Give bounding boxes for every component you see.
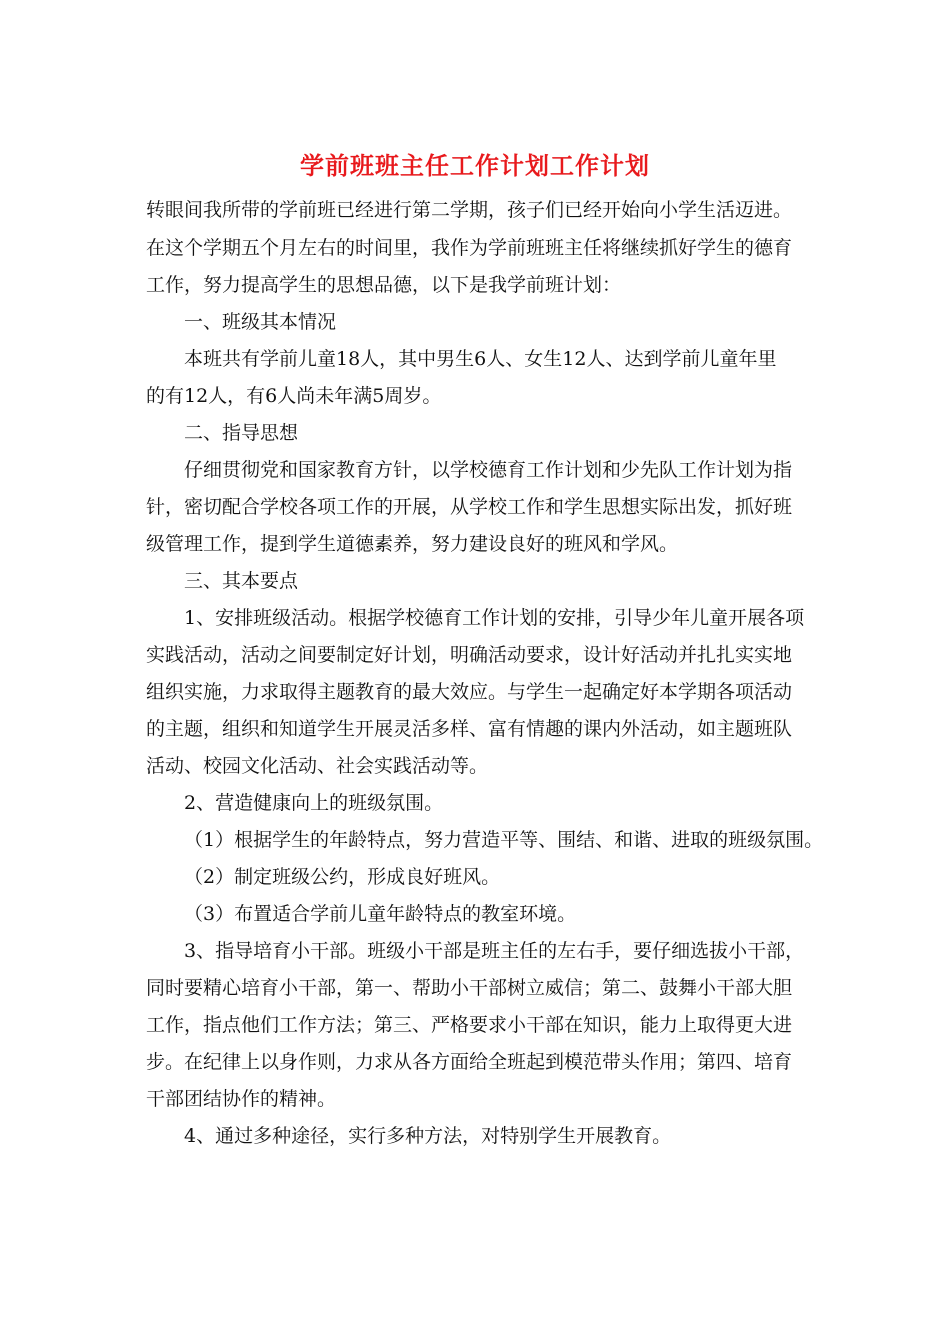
paragraph-line: 的主题，组织和知道学生开展灵活多样、富有情趣的课内外活动，如主题班队 [146,718,793,740]
paragraph-line: 步。在纪律上以身作则，力求从各方面给全班起到模范带头作用；第四、培育 [146,1051,793,1073]
paragraph-line: 级管理工作，提到学生道德素养，努力建设良好的班风和学风。 [146,533,679,555]
paragraph-line: 转眼间我所带的学前班已经进行第二学期，孩子们已经开始向小学生活迈进。 [146,199,793,221]
paragraph-line: 针，密切配合学校各项工作的开展，从学校工作和学生思想实际出发，抓好班 [146,496,793,518]
document-title: 学前班班主任工作计划工作计划 [300,151,650,180]
paragraph-line: 工作，努力提高学生的思想品德，以下是我学前班计划： [146,274,622,296]
paragraph-line: 4、通过多种途径，实行多种方法，对特别学生开展教育。 [184,1125,672,1147]
paragraph-line: 3、指导培育小干部。班级小干部是班主任的左右手，要仔细选拔小干部， [184,940,805,962]
paragraph-line: 同时要精心培育小干部，第一、帮助小干部树立威信；第二、鼓舞小干部大胆 [146,977,793,999]
paragraph-line: 组织实施，力求取得主题教育的最大效应。与学生一起确定好本学期各项活动 [146,681,793,703]
paragraph-line: 本班共有学前儿童18人，其中男生6人、女生12人、达到学前儿童年里 [184,348,777,370]
paragraph-line: 1、安排班级活动。根据学校德育工作计划的安排，引导少年儿童开展各项 [184,607,805,629]
list-item: （3）布置适合学前儿童年龄特点的教室环境。 [184,903,577,925]
paragraph-line: 工作，指点他们工作方法；第三、严格要求小干部在知识，能力上取得更大进 [146,1014,793,1036]
paragraph-line: 仔细贯彻党和国家教育方针，以学校德育工作计划和少先队工作计划为指 [184,459,793,481]
list-item: （2）制定班级公约，形成良好班风。 [184,866,501,888]
paragraph-line: 在这个学期五个月左右的时间里，我作为学前班班主任将继续抓好学生的德育 [146,237,793,259]
section-heading: 二、指导思想 [184,422,299,444]
paragraph-line: 实践活动，活动之间要制定好计划，明确活动要求，设计好活动并扎扎实实地 [146,644,793,666]
section-heading: 一、班级其本情况 [184,311,337,333]
section-heading: 三、其本要点 [184,570,299,592]
paragraph-line: 干部团结协作的精神。 [146,1088,337,1110]
list-item: （1）根据学生的年龄特点，努力营造平等、围结、和谐、进取的班级氛围。 [184,829,824,851]
paragraph-line: 活动、校园文化活动、社会实践活动等。 [146,755,489,777]
paragraph-line: 的有12人，有6人尚未年满5周岁。 [146,385,442,407]
paragraph-line: 2、营造健康向上的班级氛围。 [184,792,444,814]
